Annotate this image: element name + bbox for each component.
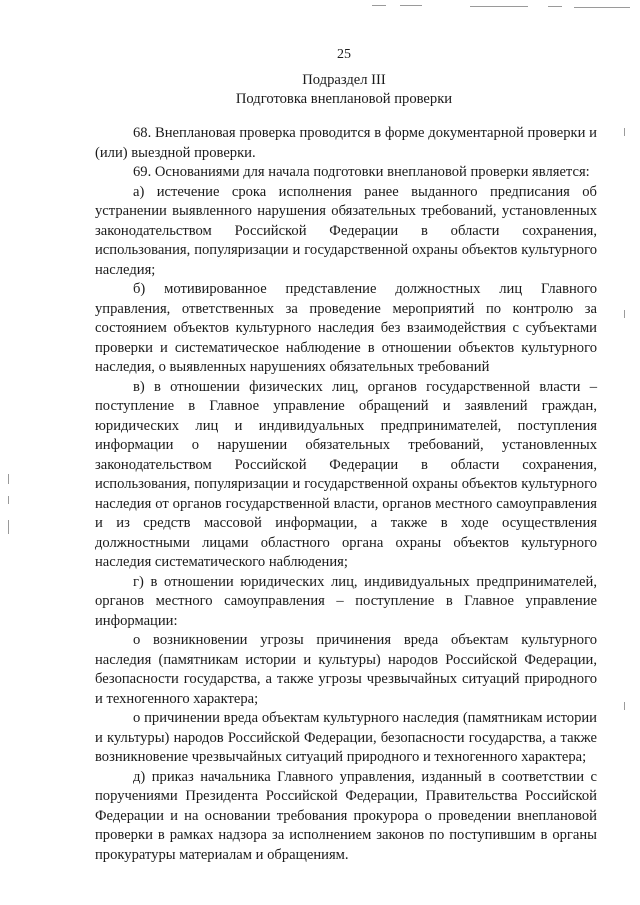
paragraph-69-g-threat: о возникновении угрозы причинения вреда объектам культурного наследия (памятникам истории и культуры) народов Российской Федерации, безопасности государства, а также угрозы чрезвычайных ситуаций природного и техногенного характера;: [95, 632, 597, 707]
scan-mark-right-1: [624, 128, 625, 136]
scan-mark-top-3: [470, 6, 528, 7]
paragraph-69-g: г) в отношении юридических лиц, индивидуальных предпринимателей, органов местного самоуправления – поступление в Главное управление информации:: [95, 573, 597, 629]
scan-mark-left-3: [8, 520, 9, 534]
paragraph-68: 68. Внеплановая проверка проводится в форме документарной проверки и (или) выездной проверки.: [95, 125, 597, 161]
scan-mark-left-1: [8, 474, 9, 484]
paragraph-69-g-harm: о причинении вреда объектам культурного наследия (памятникам истории и культуры) народов Российской Федерации, безопасности государства, а также возникновение чрезвычайных ситуаций природного и техногенного характера;: [95, 710, 597, 765]
paragraph-69: 69. Основаниями для начала подготовки внеплановой проверки является:: [133, 164, 590, 180]
scan-mark-right-3: [624, 702, 625, 710]
scan-mark-right-2: [624, 310, 625, 318]
scan-mark-left-2: [8, 496, 9, 504]
section-title: Подраздел III: [302, 72, 386, 88]
paragraph-69-b: б) мотивированное представление должностных лиц Главного управления, ответственных за проведение мероприятий по контролю за состоянием объектов культурного наследия без взаимодействия с субъектами проверки и систематическое наблюдение в отношении объектов культурного наследия, о выявленных нарушениях обязательных требований: [95, 281, 597, 375]
page-number: 25: [337, 47, 351, 62]
paragraph-69-d: д) приказ начальника Главного управления, изданный в соответствии с поручениями Президента Российской Федерации, Правительства Российской Федерации и на основании требования прокурора о проведении внеплановой проверки в рамках надзора за исполнением законов по поступившим в органы прокуратуры материалам и обращениям.: [95, 768, 597, 863]
section-heading: [0, 71, 640, 109]
scan-mark-top-4: [548, 6, 562, 7]
scan-mark-top-1: [372, 5, 386, 6]
section-subtitle: Подготовка внеплановой проверки: [235, 91, 453, 107]
body-text: [95, 124, 597, 865]
paragraph-69-a: а) истечение срока исполнения ранее выданного предписания об устранении выявленного нарушения обязательных требований, установленных законодательством Российской Федерации в области сохранения, использования, популяризации и государственной охраны объектов культурного наследия;: [95, 183, 597, 278]
paragraph-69-v: в) в отношении физических лиц, органов государственной власти – поступление в Главное управление обращений и заявлений граждан, юридических лиц и индивидуальных предпринимателей, поступления информации о нарушении обязательных требований, установленных законодательством Российской Федерации в области сохранения, использования, популяризации и государственной охраны объектов культурного наследия от органов государственной власти, органов местного самоуправления и из средств массовой информации, а также в ходе осуществления должностными лицами областного органа охраны объектов культурного наследия систематического наблюдения;: [95, 378, 597, 570]
scan-mark-top-2: [400, 5, 422, 6]
scan-mark-top-5: [574, 7, 630, 8]
